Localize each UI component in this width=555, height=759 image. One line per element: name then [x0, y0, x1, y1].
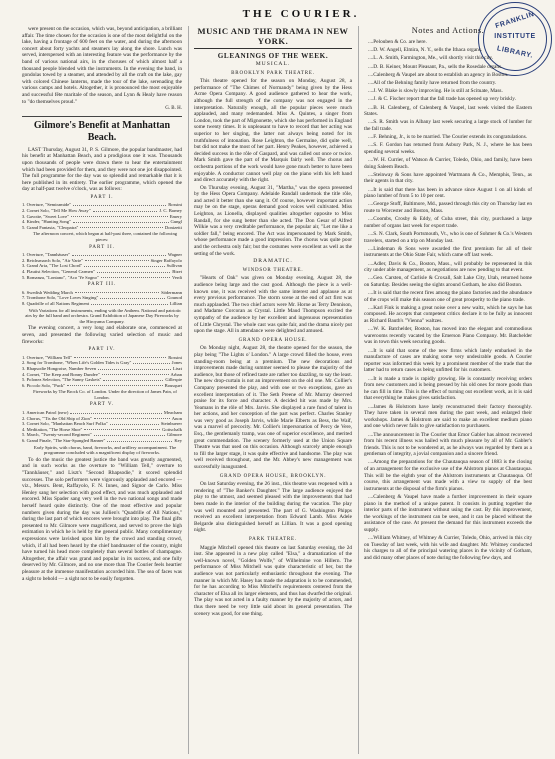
part3-note: With Variations for all instruments, ending with the Anthem. National and patriotic airs by the full band and orchestra. Grand Exhibition of Japanese Day Fireworks by the Hiroyama Company.	[25, 307, 182, 324]
leader-dots	[102, 372, 169, 376]
leader-dots	[74, 355, 166, 359]
leader-dots	[67, 383, 162, 387]
part4-list	[22, 355, 182, 389]
programme-item	[22, 383, 182, 389]
note-item: ....S. N. Clark, South Portsmouth, Vt., who is one of Sohmer & Co.'s Western travelers, started on a trip on Monday last.	[364, 230, 532, 244]
programme-item-title: 6. Swedish Wedding March	[22, 289, 73, 295]
note-item: ....L. A. Smith, Farmington, Me., will shortly visit this city.	[368, 55, 494, 62]
note-item: ....It is said that some of the new firms which lately embarked in the manufacture of cases are making some very undesirable goods. A Courier reporter was informed this week by a prominent member of the trade that the latter had to return cases as being unfitted for his customers.	[364, 347, 532, 374]
leader-dots	[97, 269, 170, 273]
venue-windsor: WINDSOR THEATRE.	[242, 267, 304, 273]
note-item: ....Calenberg & Vaupel have made a further improvement in their square piano in the method of a unique patent. It consists in putting together the interior parts of the instrument without using the cast. By this improvement, the workings of the instrument can be seen, and it can be placed without the assistance of the case. At present the demand for this instrument exceeds the supply.	[364, 494, 532, 533]
programme-item	[22, 275, 182, 281]
review-paragraph-2: On Thursday evening, August 31, "Martha," was the opera presented by the Hess Opera Company. Adelaide Randall undertook the title rôle, and acted it better than she sang it. Of course, however important action may be on the stage, operas demand good voices well cultivated. Miss Leighton, as Lionella, displayed qualities altogether opposite to Miss Randall, for she sung better than she acted. The Don Gesar of Alfred Wilkie was a very creditable performance, the popular air, "Let me like a soldier fall," being encored. The Act was impersonated by Mark Smith, whose performance made a good impression. The chorus was quite poor and the orchestra only fair; but the costumes were excellent as well as the setting of the work.	[194, 184, 352, 257]
note-item: ....The announcement in The Courier that Emor Gabler has almost recovered from his recent illness was hailed with much pleasure by all of Mr. Gabler's friends. This is not to be wondered at, as he always was regarded by them as a gentleman of integrity, a jovial companion and a sincere friend.	[364, 431, 532, 458]
note-item: ....Steinway & Sons have appointed Wartmann & Co., Memphis, Tenn., as their agents in that city.	[364, 171, 532, 185]
note-item: ....Calenberg & Vaupel are about to establish an agency in Boston.	[368, 71, 509, 78]
leader-dots	[133, 360, 169, 364]
programme-item-title: 2. Cornet Solo, "Tell Me How Away"	[22, 208, 91, 214]
benefit-title: Gilmore's Benefit at Manhattan Beach.	[33, 119, 171, 143]
venue-grand-opera: GRAND OPERA HOUSE.	[238, 337, 308, 343]
leader-dots	[94, 432, 165, 436]
programme-item-composer: Steinbuerer	[160, 421, 182, 427]
leader-dots	[71, 214, 168, 218]
note-item: ....Coombs, Crosby & Eddy, of Cuba street, this city, purchased a large number of organs last week for export trade.	[364, 216, 532, 229]
programme-item-composer: Jones	[171, 360, 182, 366]
leader-dots	[94, 416, 170, 420]
note-item: ....Adler, Davis & Co., Boston, Mass., will probably be represented in this city under able management, as negotiations are now pending to that event.	[364, 260, 532, 274]
programme-item-title: 1. Overture, "William Tell"	[22, 354, 72, 360]
programme-item	[22, 438, 182, 444]
programme-item-title: 4. Cornet, "The Keep and Bonny Dundee"	[22, 371, 100, 377]
note-item: ....It is said that the recent fires among the piano factories and the abundance of the crops will make this season one of great prosperity to the piano trade.	[364, 290, 532, 303]
note-item: ....It is made a trade is rapidly growing. He is constantly receiving orders from new customers and is being pressed by his old ones for more goods than he can fill in time. This is the effect of turning out excellent work, as it is said that everything he makes gives satisfaction.	[364, 375, 532, 402]
note-item: ....All of the Behning family have returned from the country.	[368, 79, 497, 86]
leader-dots	[101, 275, 170, 279]
programme-item-title: 4. Meditation, "The Horse Shoe"	[22, 426, 83, 432]
stamp-line-3: LIBRARY.	[496, 45, 534, 60]
programme-item-composer: Sullivan	[166, 263, 182, 269]
leader-dots	[85, 258, 148, 262]
venue-grand-opera-brooklyn: GRAND OPERA HOUSE, BROOKLYN.	[219, 473, 327, 479]
note-item: ....Lindeman & Sons were awarded the first premium for all of their instruments at the Ohio State Fair, which came off last week.	[364, 245, 532, 259]
stamp-line-2: INSTITUTE	[494, 33, 536, 40]
programme-item-title: 1. Overture, "Semiramide"	[22, 202, 72, 208]
programme-item-composer: Wagner	[167, 252, 182, 258]
programme-item-composer: Gillespie	[165, 377, 182, 383]
leader-dots	[73, 202, 166, 206]
musical-heading: MUSICAL.	[255, 61, 291, 67]
note-item: ....F. Behning, Jr., is to be married. The Courier extends its congratulations.	[368, 134, 528, 141]
note-item: ....D. W. Angell, Elmira, N. Y., sells the Ithaca organs.	[368, 47, 483, 54]
review-paragraph-6: Maggie Mitchell opened this theatre on last Saturday evening, the 2d inst. She appeared in a new play called "Elsa," a dramatization of the well-known novel, "Golden Wolfe," of Wilhelmine von Hillern. The performance of Miss Mitchell was quite characteristic of her, but the audience was not particularly enthusiastic throughout the evening. The manner in which Mr. Hasey has made the adaptation is to be commended, for he has according to Miss Mitchell's requirements centered from the character of Elsa all its larger elements, and thus has dwarfed the original. The play was not acted in a faulty manner by the majority of actors, and thus there need be very little said about its general presentation. The scenery was good, for one thing.	[194, 544, 352, 617]
leader-dots	[70, 410, 161, 414]
programme-item-composer: Gilmore	[166, 432, 182, 438]
programme-item-title: 8. Quadrille of all Nations Regiment	[22, 300, 90, 306]
leader-dots	[84, 427, 160, 431]
programme-item-title: 4. Kinder, "Hunting Song"	[22, 219, 71, 225]
programme-item	[22, 225, 182, 231]
benefit-paragraph-2: The evening concert, a very long and elaborate one, commenced at seven, and presented the following varied selection of music and fireworks:	[22, 325, 182, 345]
part3-list	[22, 290, 182, 307]
leader-dots	[98, 366, 171, 370]
programme-item-title: 5. Polonez Selection, "The Sunny Gaskets"	[22, 377, 102, 383]
programme-item-composer: Gounod	[167, 295, 182, 301]
review-paragraph-5: On last Saturday evening, the 26 inst., this theatre was reopened with a rendering of "The Banker's Daughter." The large audience enjoyed the play to the utmost, and seemed pleased with the improvements that had been made in the interior of the building during the vacation. The play was well mounted and presented. The part of G. Washington Phipps received an excellent interpretation from Edward Lamb. Miss Adele Belgarde also distinguished herself as Lillian. It was a good opening night.	[194, 481, 352, 534]
intro-signature: G. B. H.	[165, 106, 182, 112]
leader-dots	[110, 421, 159, 425]
part2-heading: PART II.	[89, 244, 115, 250]
programme-item-title: 7. Trombone Solo, "Love Loves Singing"	[22, 295, 99, 301]
programme-item-composer: Meacham	[163, 410, 182, 416]
note-item: ....Among the preparations for the Chautauqua season of 1883 is the closing of an arrangement for the exclusive use of the Ahlstrom pianos at Chautauqua. This will be the eighth year of the Ahlstrom instruments at Chautauqua. Of course, this arrangement was made with a view to supply of the best instruments at the disposal of the firm's pianos.	[364, 459, 532, 492]
review-paragraph-1: This theatre opened for the season on Monday, August 28, a performance of "The Chimes of Normandy" being given by the Hess Acme Opera Company. A good audience gathered to hear the work, although the full strength of the company was not engaged in the interpretation. Naturally enough, all the popular pieces were much applauded, and many redemanded. Miss A. Quintes, a singer from London, took the part of Mignonette, which she has performed in England some twenty times. It is unpleasant to have to record that her acting was superior to her singing, the latter not always being noted for its truthfulness of intonation. Rose Leighton, the Germaine, did quite well, but did not make the most of her part. Henry Peakes, however, achieved a decided success in the rôle of Gaspard, and was called out once or twice. Mark Smith gave the part of the Marquis fairly well. The chorus and orchestra portions of the work would have gone much better to have been enjoyable. A conductor cannot well play on the piano with his left hand and direct accurately with the right.	[194, 78, 352, 184]
column-divider-1	[188, 26, 189, 754]
programme-item-title: 6. Piccolo Solo, "Puck"	[22, 382, 66, 388]
part5-note: Early Spirits, with chorus, band, fireworks, and artillery accompaniment. The programme concluded with a magnificent display of fireworks.	[33, 444, 177, 456]
venue-park-theatre: PARK THEATRE.	[249, 536, 297, 542]
programme-item-title: 3. Grand Aria, "The Lost Chord"	[22, 263, 83, 269]
programme-item-composer: Rossini	[168, 202, 182, 208]
part1-note: The afternoon concert, which began at half-past three, contained the following pieces:	[32, 231, 178, 243]
venue-brooklyn-park: BROOKLYN PARK THEATRE.	[231, 70, 315, 76]
programme-item-title: 2. Chorus, "'Tis the Old Ship of Zion"	[22, 415, 92, 421]
part5-heading: PART V.	[89, 402, 115, 408]
note-item: ....William Whitney, of Whitney & Currier, Toledo, Ohio, arrived in this city on Tuesday of last week, with his wife and daughter. Mr. Whitney conducted his charges to all of the principal watering places in the vicinity of Gotham, and did many other places of note during the following few days, and	[364, 535, 532, 561]
programme-item-title: 5. March, "Twenty-second Regiment"	[22, 432, 92, 438]
programme-item-composer: Bousquet	[164, 382, 182, 388]
part2-list	[22, 252, 182, 280]
programme-item-title: 5. Grand Fantasia, "Cleopatra"	[22, 224, 79, 230]
left-column	[22, 26, 182, 754]
note-item: ....D. B. Keiner, Mount Pleasant, Pa., sells the Rosedale organs.	[368, 63, 503, 70]
programme-item-title: 2. Song for Trombone, "When Life's Golden Tides is Gray"	[22, 360, 132, 366]
leader-dots	[80, 225, 162, 229]
leader-dots	[75, 290, 159, 294]
part4-heading: PART IV.	[88, 347, 116, 353]
part3-heading: PART III.	[87, 282, 117, 288]
part4-note: Fireworks by The Brock Co. of London. Under the direction of James Pain, of London.	[33, 389, 177, 400]
column-divider-2	[358, 26, 359, 754]
programme-item-composer: Singer Raffayolo	[150, 257, 182, 263]
programme-item-composer: Gottschalk	[162, 426, 182, 432]
programme-item-title: 3. Cornet Solo, "Manhattan Beach Surf Polka"	[22, 421, 108, 427]
middle-column	[194, 26, 352, 754]
programme-item-composer: Bizet	[172, 269, 182, 274]
section-rule	[22, 116, 182, 117]
leader-dots	[91, 301, 168, 305]
music-drama-title: MUSIC AND THE DRAMA IN NEW YORK.	[194, 26, 352, 49]
note-item: ....S. F. Gordon has returned from Asbury Park, N. J., where he has been spending several weeks.	[364, 142, 532, 155]
gleanings-heading: GLEANINGS OF THE WEEK.	[217, 52, 329, 60]
note-item: ....B. H. Calenberg, of Calenberg & Vaupel, last week visited the Eastern States.	[364, 104, 532, 118]
masthead: THE COURIER.	[242, 8, 360, 20]
leader-dots	[107, 438, 172, 442]
programme-item-title: 3. Gavotte, "Sweet Love"	[22, 213, 69, 219]
part1-heading: PART I.	[90, 194, 114, 200]
programme-item-composer: Anon	[171, 415, 182, 421]
programme-item-title: 4. Flautist Selection, "General Carmen"	[22, 269, 95, 274]
part1-list	[22, 202, 182, 230]
note-item: ....S. R. Smith was in Albany last week securing a large stock of lumber for the fall trade.	[364, 119, 532, 132]
review-paragraph-3: "Hearts of Oak" was given on Monday evening, August 28, the audience being large and the cast good. Although the piece is a well-known one, it was received with the same interest and applause as at every previous performance. The storm scene at the end of act first was much applauded. The two chief actors were Mr. Horne as Terry Dennison, and Madame Corcoran as Crystal. Little Maud Thompson excited the sympathy of the audience by her excellent and ingenuous representation of Little Chrystal. The whole cast was quite fair, and the drama nicely put upon the stage. All in attendance were delighted and amused.	[194, 275, 352, 335]
programme-item-composer: Södermann	[161, 289, 182, 295]
programme-item-title: 1. American Patrol (new)	[22, 410, 69, 416]
stamp-line-1: FRANKLIN	[494, 10, 536, 31]
right-column	[364, 26, 532, 754]
programme-item-composer: Liszt	[172, 365, 182, 371]
note-item: ....J. W. Blake is slowly improving. He is still at Scituate, Mass.	[368, 88, 503, 95]
leader-dots	[73, 219, 169, 223]
programme-item-composer: Arban	[170, 371, 182, 377]
programme-item-composer: Rossini	[168, 354, 182, 360]
programme-item-composer: Emery	[169, 213, 182, 219]
note-item: ....W. K. Batchelder, Boston, has moved into the elegant and commodious warerooms recently vacated by the Emerson Piano Company. Mr. Batchelder was in town this week securing goods.	[364, 326, 532, 346]
review-paragraph-4: On Monday night, August 28, the theatre opened for the season, the play being "The Lights o' London." A large crowd filled the house, even standing-room being at a premium. The new decorations and improvements made during summer seemed to please the majority of the audience, but those of refined taste are rather too dazzling, to say the least. The new drop-curtain is not an improvement on the old one. Mr. Collier's Company presented the play, and with one or two exceptions, gave an excellent interpretation of it. The Seth Preene of Mr. Murray deserved praise for its force and character. A decided hit was made by Mrs. Yeamans in the rôle of Mrs. Jarvis. She displayed a rare fund of talent in her actions, and her conception of the part was perfect. Charles Stanley was very good as Joseph Jarvis, while Marie Elberts as Bess, the Waif, was a marvel of precocity. Mr. Collier's impersonation of Percy de Vere, Esq., the gentlemanly tramp, was one of superior excellence, and merited great commendation. The scenery formerly used at the Union Square Theatre was that used on this occasion. Although scarcely ample enough to fill the larger stage, it was quite effective and handsome. The play was well received throughout, and the Mr. Abbey's new management was successfully inaugurated.	[194, 345, 352, 471]
programme-item-title: 3. Rhapsodie Hongroise, Number Seven	[22, 365, 96, 371]
leader-dots	[93, 208, 158, 212]
programme-item-composer: Key	[174, 438, 182, 444]
programme-item-title: 6. Grand Finale, "The Star-Spangled Banner"	[22, 438, 106, 444]
part5-list	[22, 410, 182, 444]
note-item: ....George Stoff, Baltimore, Md., passed through this city on Thursday last en route to Worcester and Boston, Mass.	[364, 201, 532, 214]
benefit-paragraph-3: To do the music the greatest justice the band was greatly augmented, and in such works as the overture to "William Tell," overture to "Tannhäuser," and Liszt's "Second Rhapsodie," it scored splendid successes. The solo performers were vigorously applauded and encored — viz., Messrs. Bent, Raffayolo, F. N. Innes, and Signor de Carlo. Miss Henley sang her selection with good effect, and was much applauded and encored. Miss Spader sang very well in the two national songs and made herself heard quite distinctly. One of the most effective and popular numbers given during the day was Jullien's "Quadrille of All Nations," during the last part of which encores were brought into play. The final gifts presented to Mr. Gilmore were magnificent, and served to prove the high estimation in which he is held by the general public. Many complimentary expressions were lavished upon him by the crowd and standing crowd, which, if all had been heard by the chief bandmaster of the country, might have turned his head more completely than several bottles of champagne. Altogether, the affair was grand and popular in its success, and one fully deserved by Mr. Gilmore, and no one more than The Courier feels heartier pleasure at the immense manifestation accorded him. The sea of faces was a sight to behold — a sight not to be easily forgotten.	[22, 456, 182, 582]
programme-item-composer: Donizetti	[164, 224, 182, 230]
note-item: ....Pelouben & Co. are here.	[368, 39, 427, 45]
note-item: ....It is said that there has been in advance since August 1 on all kinds of piano lumber of from 5 to 10 per cent.	[364, 186, 532, 200]
benefit-paragraph-1: LAST Thursday, August 31, P. S. Gilmore, the popular bandmaster, had his benefit at Manhattan Beach, and a prodigious one it was. Thousands upon thousands of people were drawn there to hear the entertainment which had been provided for them, and they were not one jot disappointed. The full programme for the day was so splendid and remarkable that it is here published in its entirety. The earlier programme, which opened the day at half-past twelve o'clock, was as follows:	[22, 146, 182, 193]
leader-dots	[84, 263, 164, 267]
leader-dots	[100, 295, 165, 299]
leader-dots	[103, 377, 163, 381]
note-item: ....J. & C. Fischer report that the fall trade has opened up very briskly.	[368, 96, 516, 103]
note-item: ....Geo. Carsten, of Carlisle & Croxall, Salt Lake City, Utah, returned home on Saturday. Besides seeing the sights around Gotham, he also did Boston.	[364, 275, 532, 288]
programme-item-title: 2. Reichsmarch Solo, "Air Varie"	[22, 257, 84, 263]
programme-item-title: 5. Romanza, "Lontano", "Aco 'Ye Sogno"	[22, 274, 99, 280]
notes-list	[364, 39, 532, 562]
notes-title: Notes and Actions.	[411, 26, 485, 35]
programme-item	[22, 301, 182, 307]
dramatic-heading: DRAMATIC.	[253, 258, 293, 265]
intro-paragraph: were present on the occasion, which was, beyond anticipation, a brilliant affair. The time chosen for the occasion is one of the most delightful on the lake, having a frontage of 600 feet on the water, and during the afternoon concert about forty yachts and steamers lay along the shore. Lunch was served, interspersed with an interesting feature was the performance by the band of various national airs, in the choruses of which almost half a thousand people blended with the instruments. In the evening the band, in gondolas towed by a steamer, and attended by all the craft on the lake, gay with colored Chinese lanterns, made the tour of the lake, serenading the various camps and hotels. Altogether, it is pronounced the most enjoyable and successful fête maritale of the season, and Lynn & Healy have reason to "do themselves proud."	[22, 26, 182, 105]
programme-item-title: 1. Overture, "Tannhäuser"	[22, 252, 71, 258]
programme-item-composer: Lillian	[169, 300, 182, 306]
programme-item-composer: Gungl	[170, 219, 182, 225]
note-item: ....Karl Fink is making a great noise over a new waltz, which he says he has composed. He accepts that competent critics declare it to be fully as innocent as Richard Bauth's "Vienna" waltzes.	[364, 304, 532, 325]
note-item: ....James & Holstrom have lately reconstructed their factory thoroughly. They have taken in several men during the past week, and enlarged their workshops. James & Holstrom are said to make an excellent medium piano and one which never fails to give satisfaction to purchasers.	[364, 403, 532, 430]
programme-item-composer: Verdi	[172, 274, 182, 280]
programme-item-composer: J. C. Barney	[159, 208, 182, 214]
note-item: ....W. H. Currier, of Watson & Currier, Toledo, Ohio, and family, have been doing Saleem Beach.	[364, 157, 532, 170]
leader-dots	[72, 252, 166, 256]
